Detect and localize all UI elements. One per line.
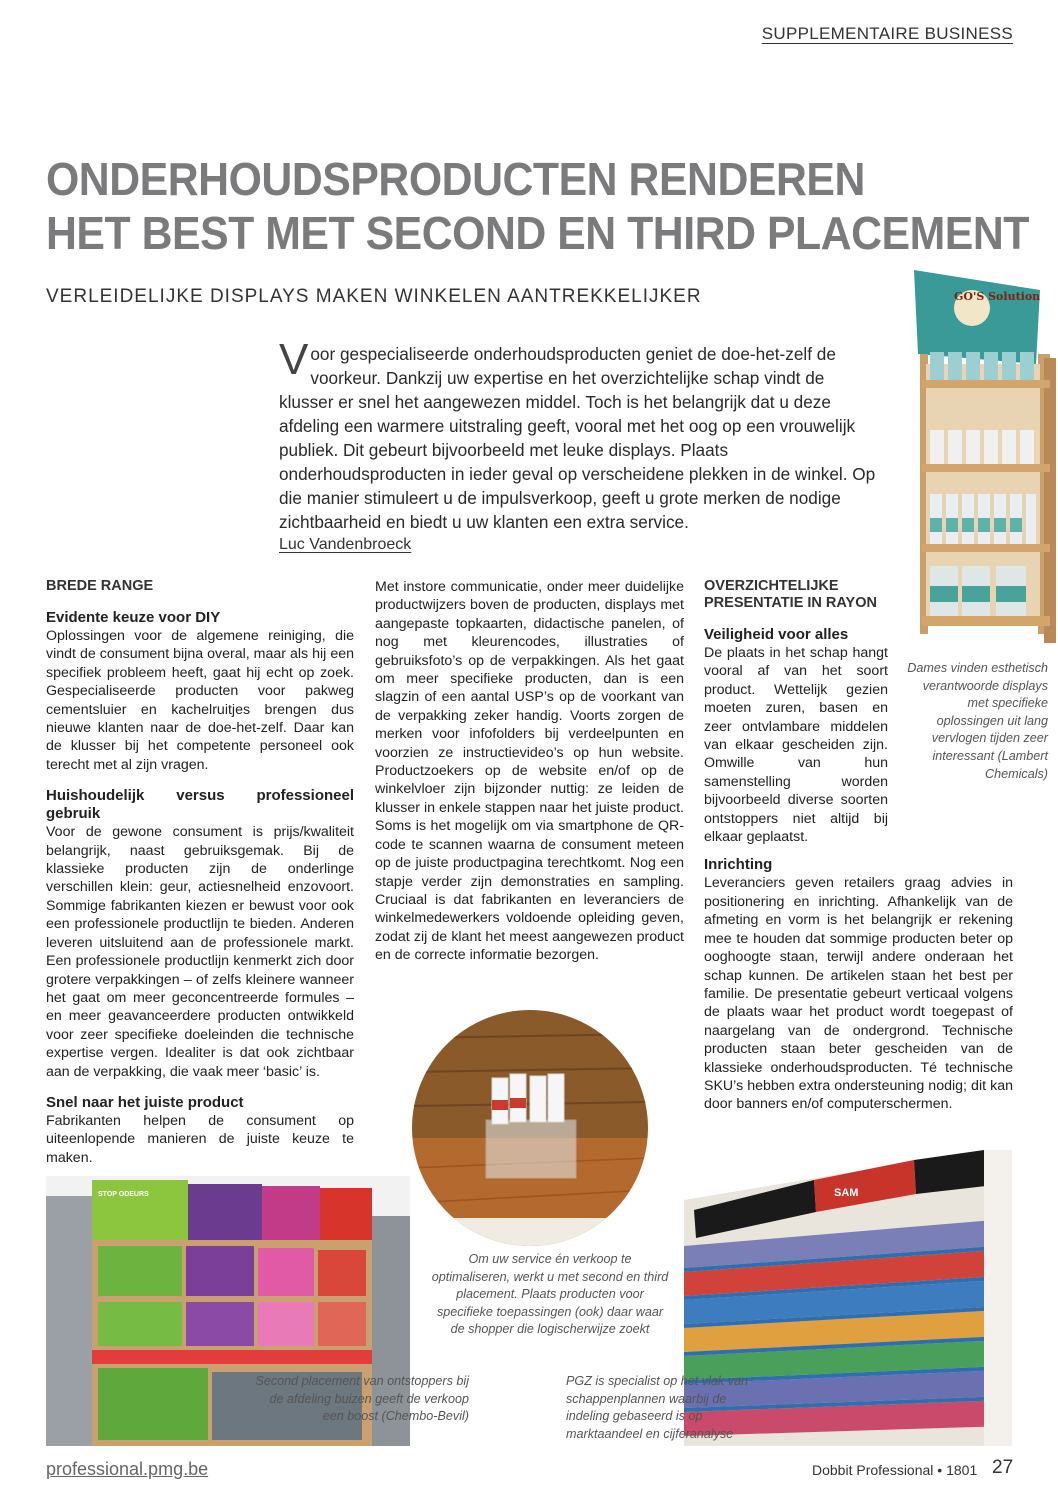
caption-round-photo: Om uw service én verkoop te optimaliseren, werkt u met second en third placement. Plaats producten voor specifieke toepassingen (ook) daar waar de shopper die logischerwijze zoekt — [431, 1252, 669, 1337]
caption-display-rack: Dames vinden esthetisch verantwoorde displays met specifieke oplossingen uit lang vervlogen tijden zeer interessant (Lambert Chemicals) — [907, 661, 1048, 781]
paragraph: Met instore communicatie, onder meer duidelijke productwijzers boven de producten, displays met aangepaste topkaarten, didactische panelen, of nog met kleurencodes, illustraties of gebruiksfoto’s op de verpakkingen. Als het gaat om meer specifieke producten, dan is een slagzin of een aantal USP’s op de voorkant van de verpakking zeker handig. Voorts zorgen de merken voor infofolders bij verdeelpunten en voorzien ze instructievideo’s op hun website. Productzoekers op de website en/of op de winkelvloer zijn bijzonder nuttig: ze leiden de klusser in enkele stappen naar het juiste product. Soms is het mogelijk om via smartphone de QR-code te scannen waarna de consument meteen op de juiste productpagina terechtkomt. Nog een stapje verder zijn demonstraties en sampling. Cruciaal is dat fabrikanten en leveranciers de winkelmedewerkers voldoende opleiding geven, zodat zij de klant het meest aangewezen product en de correcte informatie bezorgen. — [375, 579, 684, 964]
caption-unblocker-stand: Second placement van ontstoppers bij de afdeling buizen geeft de verkoop een boost (Chembo-Bevil) — [255, 1374, 469, 1424]
column-1 — [46, 578, 354, 1167]
display-sign-text: GO'S Solution — [954, 290, 1041, 303]
caption-store-shelves: PGZ is specialist op het vlak van schappenplannen waarbij de indeling gebaseerd is op marktaandeel en cijferanalyse — [566, 1374, 748, 1441]
drop-cap: V — [279, 335, 309, 384]
article-subtitle: VERLEIDELIJKE DISPLAYS MAKEN WINKELEN AANTREKKELIJKER — [46, 286, 702, 307]
photo-round-display — [410, 1008, 650, 1248]
subheading-inrichting: Inrichting — [704, 856, 773, 874]
subheading-snel-naar-product: Snel naar het juiste product — [46, 1093, 244, 1111]
section-heading-brede-range: BREDE RANGE — [46, 578, 154, 594]
paragraph: De plaats in het schap hangt vooral af van het soort product. Wettelijk gezien moeten zuren, basen en zeer ontvlambare middelen van elkaar gescheiden zijn. Omwille van hun samenstelling worden bijvoorbeeld diverse soorten ontstoppers niet altijd bij elkaar geplaatst. — [704, 645, 888, 846]
paragraph: Voor de gewone consument is prijs/kwaliteit belangrijk, naast gebruiksgemak. Bij de klassieke producten zijn de onderlinge verschillen klein: geur, actiesnelheid enzovoort. Sommige fabrikanten kiezen er bewust voor ook een professionele productlijn te bieden. Anderen leveren uitsluitend aan de professionele markt. Een professionele productlijn kenmerkt zich door grotere verpakkingen – of zelfs kleinere wanneer het gaat om meer geconcentreerde formules – en meer geavanceerdere producten ontwikkeld voor zeer specifieke doeleinden die technische expertise vergen. Idealiter is dat ook zichtbaar aan de verpakking, die vaak meer ‘basic’ is. — [46, 824, 354, 1080]
title-line-1: ONDERHOUDSPRODUCTEN RENDEREN — [46, 153, 865, 205]
paragraph: Fabrikanten helpen de consument op uiteenlopende manieren de juiste keuze te maken. — [46, 1112, 354, 1166]
column-3 — [704, 578, 1013, 1114]
stand-panel-text: STOP ODEURS — [98, 1191, 149, 1198]
intro-paragraph — [279, 335, 879, 534]
section-label: SUPPLEMENTAIRE BUSINESS — [761, 24, 1013, 43]
section-heading-overzichtelijke: OVERZICHTELIJKE PRESENTATIE IN RAYON — [704, 578, 877, 611]
shelf-banner-text: SAM — [834, 1187, 859, 1199]
footer-magazine: Dobbit Professional • 1801 — [812, 1462, 978, 1478]
title-line-2: HET BEST MET SECOND EN THIRD PLACEMENT — [46, 207, 1029, 259]
photo-display-rack — [912, 268, 1058, 653]
subheading-huishoudelijk: Huishoudelijk versus professioneel gebruik — [46, 787, 354, 823]
subheading-veiligheid: Veiligheid voor alles — [704, 626, 849, 643]
footer-website-link[interactable]: professional.pmg.be — [46, 1459, 209, 1479]
article-title — [46, 152, 1029, 260]
column-2 — [375, 578, 684, 965]
subheading-evidente-keuze: Evidente keuze voor DIY — [46, 609, 221, 626]
intro-text: oor gespecialiseerde onderhoudsproducten geniet de doe-het-zelf de voorkeur. Dankzij uw expertise en het overzichtelijke schap vindt de klusser er snel het aangewezen middel. Toch is het belangrijk dat u deze afdeling een warmere uitstraling geeft, vooral met het oog op een vrouwelijk publiek. Dit gebeurt bijvoorbeeld met leuke displays. Plaats onderhoudsproducten in ieder geval op verscheidene plekken in de winkel. Op die manier stimuleert u de impulsverkoop, geeft u grote merken de nodige zichtbaarheid en biedt u uw klanten een extra service. — [279, 344, 876, 532]
paragraph: Oplossingen voor de algemene reiniging, die vindt de consument bijna overal, maar als hij een specifiek probleem heeft, gaat hij echt op zoek. Gespecialiseerde producten voor pakweg cementsluier en kachelruitjes brengen dus nieuwe klanten naar de doe-het-zelf. Daar kan de klusser bij het competente personeel ook terecht met al zijn vragen. — [46, 628, 354, 773]
author-byline: Luc Vandenbroeck — [279, 536, 412, 553]
paragraph: Leveranciers geven retailers graag advies in positionering en inrichting. Afhankelijk van de afmeting en vorm is het belangrijk er rekening mee te houden dat sommige producten beter op ooghoogte staan, terwijl andere onderaan het schap kunnen. De artikelen staan het best per familie. De presentatie gebeurt verticaal volgens de plaats waar het product wordt toegepast of naargelang van de ondergrond. Technische producten staan beter gescheiden van de klassieke onderhoudsproducten. Té technische SKU’s hebben extra ondersteuning nodig; dit kan door banners en/of computerschermen. — [704, 875, 1013, 1113]
page-number: 27 — [992, 1457, 1014, 1478]
